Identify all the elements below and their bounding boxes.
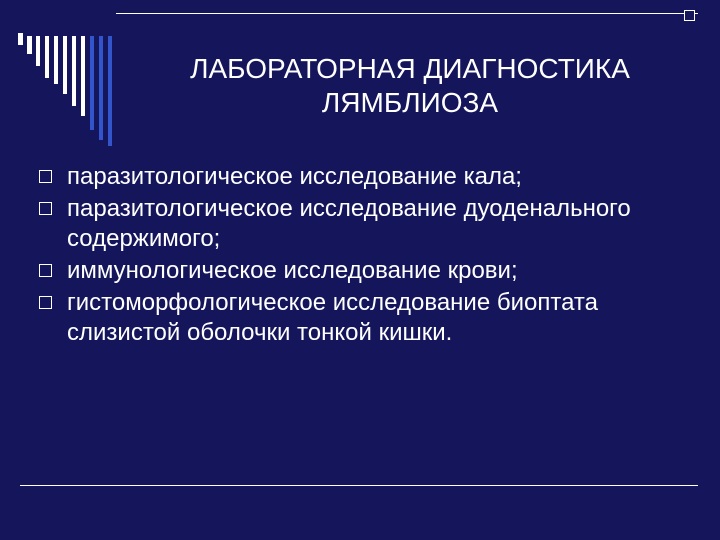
title-line: ЛАБОРАТОРНАЯ ДИАГНОСТИКА [190,53,630,84]
decor-bar [27,36,32,54]
title-line: ЛЯМБЛИОЗА [321,87,499,118]
slide-title [130,52,690,120]
decor-bar [90,36,94,130]
bullet-text: иммунологическое исследование крови; [67,257,518,284]
hollow-square-icon [39,296,52,309]
decor-bar [18,33,23,45]
list-item [30,288,680,348]
bullet-text: гистоморфологическое исследование биоптата слизистой оболочки тонкой кишки. [67,289,598,346]
hollow-square-icon [39,264,52,277]
bullet-list [30,162,680,350]
top-rule [116,13,698,14]
decor-bar [72,36,76,106]
bottom-rule [20,485,698,486]
decor-bar [63,36,67,94]
list-item [30,256,680,286]
hollow-square-icon [39,170,52,183]
corner-square [684,10,695,21]
list-item [30,194,680,254]
decor-bar [45,36,49,78]
decor-bar [99,36,103,140]
decor-bar [108,36,112,146]
decor-bar [54,36,58,84]
decor-bar [81,36,85,116]
bullet-text: паразитологическое исследование дуоденального содержимого; [67,195,631,252]
list-item [30,162,680,192]
bullet-text: паразитологическое исследование кала; [67,163,522,190]
decor-bar [36,36,40,66]
hollow-square-icon [39,202,52,215]
